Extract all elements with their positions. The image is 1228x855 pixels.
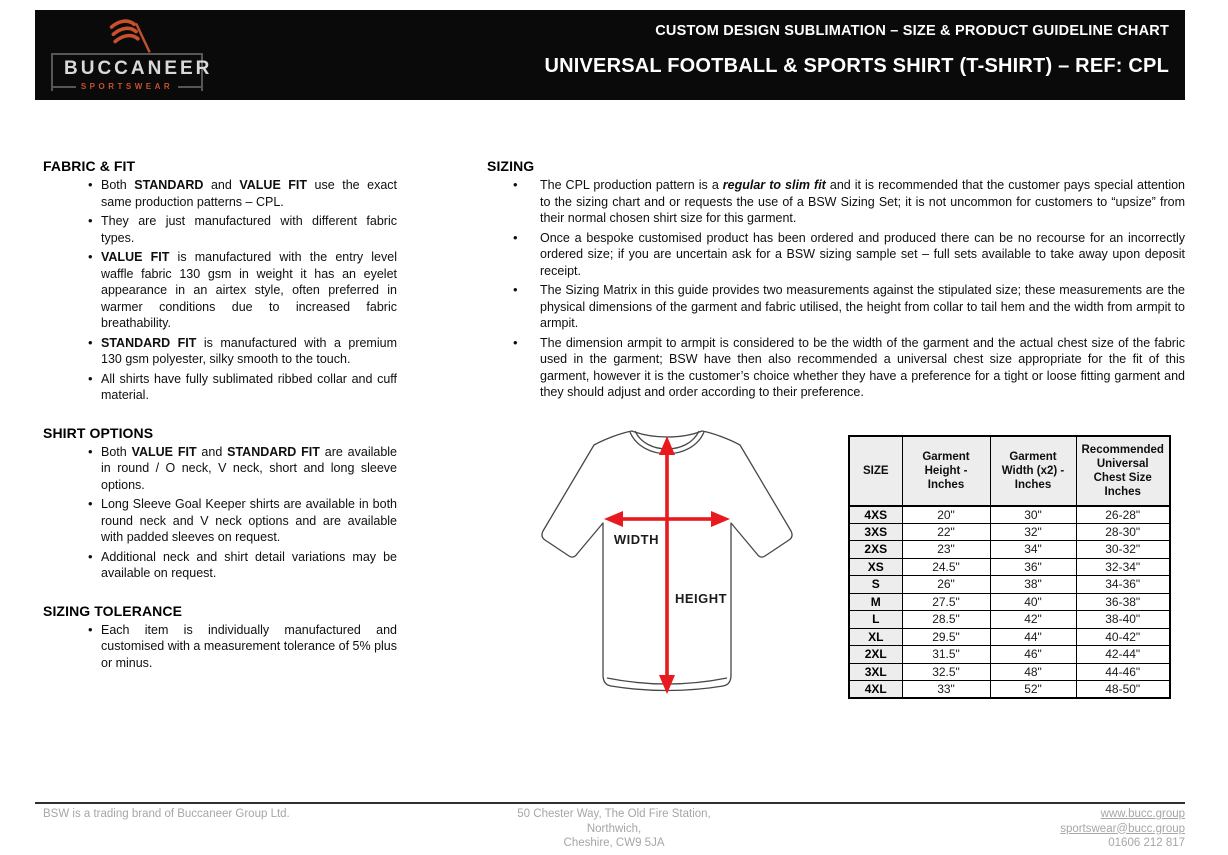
address-line: Cheshire, CW9 5JA bbox=[563, 837, 665, 849]
bullet-item: • VALUE FIT is manufactured with the entry level waffle fabric 130 gsm in weight it has an eyelet appearance in an airtex style, often preferred in warmer conditions due to increased fabric breathability. bbox=[88, 249, 397, 332]
bullet-item: • The CPL production pattern is a regular to slim fit and it is recommended that the customer pays special attention to the sizing chart and or requests the use of a BSW Sizing Set; it is not uncommon for customers to “upsize” from their normal chosen shirt size for this garment. bbox=[513, 177, 1185, 227]
sizing-list bbox=[487, 177, 1185, 401]
figure-row bbox=[487, 415, 1185, 707]
value-cell: 22" bbox=[902, 523, 990, 541]
fabric-fit-list bbox=[43, 177, 397, 404]
brand-logo bbox=[51, 16, 213, 100]
bullet-item: • Additional neck and shirt detail variations may be available on request. bbox=[88, 549, 397, 582]
sizing-table-head bbox=[849, 436, 1170, 506]
bullet-item: • Long Sleeve Goal Keeper shirts are available in both round neck and V neck options and are available with padded sleeves on request. bbox=[88, 496, 397, 546]
col-header-chest: Recommended Universal Chest Size Inches bbox=[1076, 436, 1170, 506]
bullet-item: • Both VALUE FIT and STANDARD FIT are available in round / O neck, V neck, short and long sleeve options. bbox=[88, 444, 397, 494]
col-header-width: Garment Width (x2) - Inches bbox=[990, 436, 1076, 506]
table-row bbox=[849, 628, 1170, 646]
table-row bbox=[849, 646, 1170, 664]
value-cell: 34" bbox=[990, 541, 1076, 559]
bullet-item: • The Sizing Matrix in this guide provides two measurements against the stipulated size; these measurements are the physical dimensions of the garment and fabric utilised, the height from collar to tail hem and the width from armpit to armpit. bbox=[513, 282, 1185, 332]
table-row bbox=[849, 681, 1170, 699]
section-shirt-options bbox=[43, 425, 397, 582]
value-cell: 44" bbox=[990, 628, 1076, 646]
value-cell: 33" bbox=[902, 681, 990, 699]
section-sizing-tolerance bbox=[43, 603, 397, 672]
col-header-size: SIZE bbox=[849, 436, 902, 506]
value-cell: 38-40" bbox=[1076, 611, 1170, 629]
bullet-item: • STANDARD FIT is manufactured with a premium 130 gsm polyester, silky smooth to the touch. bbox=[88, 335, 397, 368]
sizing-title: SIZING bbox=[487, 158, 535, 174]
size-cell: S bbox=[849, 576, 902, 594]
size-cell: 3XL bbox=[849, 663, 902, 681]
phone-number: 01606 212 817 bbox=[1108, 837, 1186, 849]
value-cell: 48" bbox=[990, 663, 1076, 681]
value-cell: 46" bbox=[990, 646, 1076, 664]
value-cell: 20" bbox=[902, 506, 990, 524]
section-sizing bbox=[487, 158, 1185, 401]
value-cell: 40" bbox=[990, 593, 1076, 611]
value-cell: 32-34" bbox=[1076, 558, 1170, 576]
size-cell: 2XS bbox=[849, 541, 902, 559]
size-cell: L bbox=[849, 611, 902, 629]
table-row bbox=[849, 506, 1170, 524]
table-row bbox=[849, 576, 1170, 594]
value-cell: 44-46" bbox=[1076, 663, 1170, 681]
table-row bbox=[849, 541, 1170, 559]
shirt-options-title: SHIRT OPTIONS bbox=[43, 424, 154, 441]
header-titles bbox=[544, 10, 1185, 100]
value-cell: 28.5" bbox=[902, 611, 990, 629]
tshirt-diagram bbox=[517, 415, 817, 707]
size-cell: 4XS bbox=[849, 506, 902, 524]
sizing-tolerance-list bbox=[43, 622, 397, 672]
width-label: WIDTH bbox=[613, 531, 659, 547]
value-cell: 26-28" bbox=[1076, 506, 1170, 524]
flag-icon bbox=[98, 16, 156, 58]
size-cell: 3XS bbox=[849, 523, 902, 541]
size-cell: M bbox=[849, 593, 902, 611]
value-cell: 28-30" bbox=[1076, 523, 1170, 541]
logo-divider-right bbox=[178, 86, 201, 88]
footer bbox=[35, 802, 1185, 851]
email-link[interactable]: sportswear@bucc.group bbox=[1060, 822, 1186, 835]
footer-address bbox=[517, 807, 710, 851]
value-cell: 52" bbox=[990, 681, 1076, 699]
address-line: Northwich, bbox=[586, 822, 642, 835]
logo-subtitle: SPORTSWEAR bbox=[80, 82, 174, 91]
value-cell: 48-50" bbox=[1076, 681, 1170, 699]
doc-subtitle: CUSTOM DESIGN SUBLIMATION – SIZE & PRODUCT GUIDELINE CHART bbox=[655, 23, 1169, 39]
bullet-item: • All shirts have fully sublimated ribbed collar and cuff material. bbox=[88, 371, 397, 404]
sizing-tolerance-title: SIZING TOLERANCE bbox=[43, 602, 183, 619]
shirt-options-list bbox=[43, 444, 397, 582]
table-row bbox=[849, 523, 1170, 541]
sizing-table-container bbox=[848, 435, 1171, 707]
size-cell: 2XL bbox=[849, 646, 902, 664]
size-cell: 4XL bbox=[849, 681, 902, 699]
value-cell: 27.5" bbox=[902, 593, 990, 611]
section-fabric-fit bbox=[43, 158, 397, 404]
table-row bbox=[849, 611, 1170, 629]
value-cell: 34-36" bbox=[1076, 576, 1170, 594]
left-column bbox=[43, 158, 397, 674]
value-cell: 40-42" bbox=[1076, 628, 1170, 646]
logo-frame bbox=[51, 53, 213, 91]
doc-title: UNIVERSAL FOOTBALL & SPORTS SHIRT (T-SHIRT) – REF: CPL bbox=[544, 55, 1169, 77]
sizing-table-body bbox=[849, 506, 1170, 699]
fabric-fit-title: FABRIC & FIT bbox=[43, 158, 136, 174]
value-cell: 24.5" bbox=[902, 558, 990, 576]
value-cell: 29.5" bbox=[902, 628, 990, 646]
sizing-table bbox=[848, 435, 1171, 700]
value-cell: 42" bbox=[990, 611, 1076, 629]
size-cell: XL bbox=[849, 628, 902, 646]
header-bar bbox=[35, 10, 1185, 100]
value-cell: 23" bbox=[902, 541, 990, 559]
footer-contact bbox=[711, 807, 1185, 851]
value-cell: 36-38" bbox=[1076, 593, 1170, 611]
table-row bbox=[849, 593, 1170, 611]
website-link[interactable]: www.bucc.group bbox=[1100, 808, 1186, 820]
value-cell: 31.5" bbox=[902, 646, 990, 664]
logo-brand-name: BUCCANEER bbox=[64, 58, 213, 79]
value-cell: 42-44" bbox=[1076, 646, 1170, 664]
bullet-item: • Each item is individually manufactured and customised with a measurement tolerance of 5% plus or minus. bbox=[88, 622, 397, 672]
value-cell: 32" bbox=[990, 523, 1076, 541]
height-label: HEIGHT bbox=[675, 590, 728, 606]
logo-subtitle-row bbox=[53, 82, 201, 91]
value-cell: 30-32" bbox=[1076, 541, 1170, 559]
value-cell: 32.5" bbox=[902, 663, 990, 681]
table-row bbox=[849, 558, 1170, 576]
table-row bbox=[849, 663, 1170, 681]
bullet-item: • Both STANDARD and VALUE FIT use the exact same production patterns – CPL. bbox=[88, 177, 397, 210]
value-cell: 26" bbox=[902, 576, 990, 594]
footer-trading-note: BSW is a trading brand of Buccaneer Group Ltd. bbox=[43, 808, 290, 820]
bullet-item: • Once a bespoke customised product has been ordered and produced there can be no recourse for an incorrectly ordered size; if you are uncertain ask for a BSW sizing sample set – full sets available to take away upon deposit receipt. bbox=[513, 230, 1185, 280]
logo-divider-left bbox=[53, 86, 76, 88]
bullet-item: • They are just manufactured with different fabric types. bbox=[88, 213, 397, 246]
col-header-height: Garment Height - Inches bbox=[902, 436, 990, 506]
value-cell: 36" bbox=[990, 558, 1076, 576]
bullet-item: • The dimension armpit to armpit is considered to be the width of the garment and the actual chest size of the fabric used in the garment; BSW have then also recommended a universal chest size appropriate for the fit of this garment, however it is the customer’s choice whether they have a preference for a tight or loose fitting garment and they should adjust and order according to their preference. bbox=[513, 335, 1185, 401]
size-cell: XS bbox=[849, 558, 902, 576]
value-cell: 30" bbox=[990, 506, 1076, 524]
value-cell: 38" bbox=[990, 576, 1076, 594]
address-line: 50 Chester Way, The Old Fire Station, bbox=[517, 808, 711, 820]
right-column bbox=[487, 158, 1185, 707]
